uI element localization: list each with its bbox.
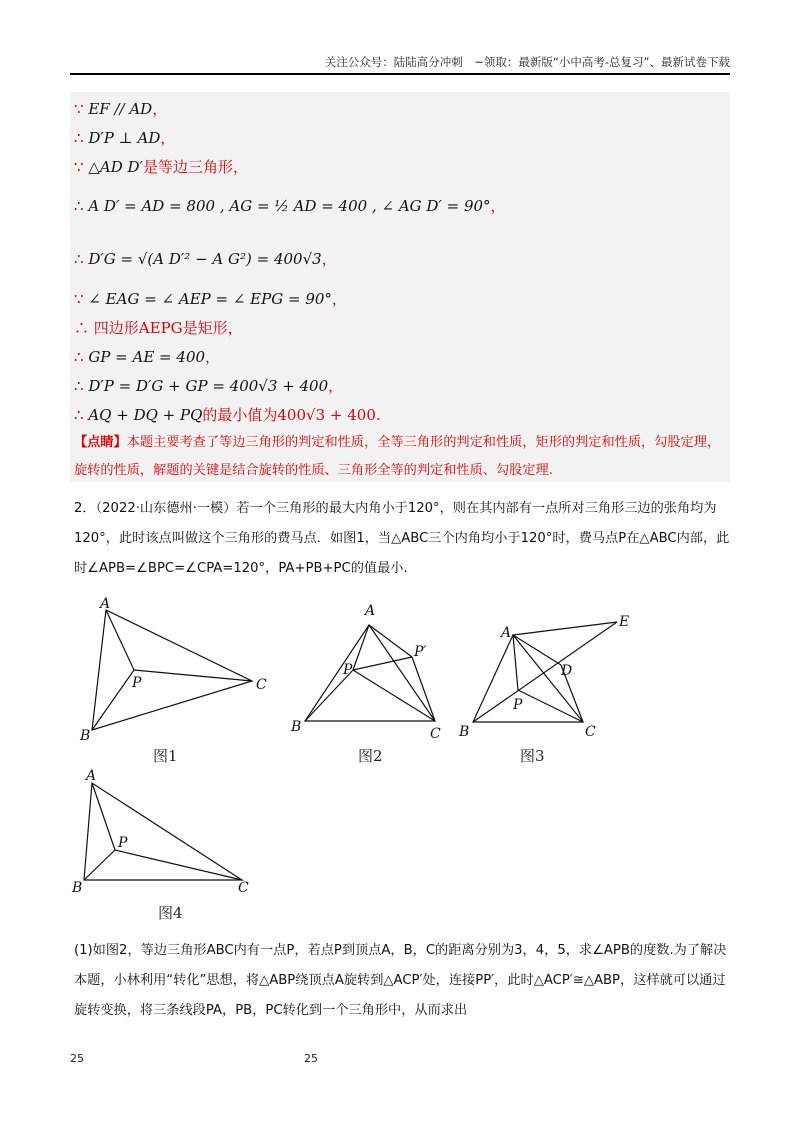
fig3-label-b: B (459, 724, 470, 740)
problem-intro: 2．（2022·山东德州·一模）若一个三角形的最大内角小于120°，则在其内部有一点所对三角形三边的张角均为120°，此时该点叫做这个三角形的费马点．如图1，当△ABC三个内角均小于120°时，费马点P在△ABC内部，此时∠APB=∠BPC=∠CPA=120°，PA+PB+PC的值最小. (74, 501, 730, 576)
solution-line-1: ∵ EF // AD， (74, 100, 168, 118)
solution-line-3: ∵ △AD D′是等边三角形， (74, 158, 248, 176)
fig3-label-c: C (585, 724, 596, 740)
figure-2 (285, 600, 455, 745)
caption-figure-2: 图2 (358, 747, 383, 765)
fig2-triangle (305, 625, 435, 721)
fig4-triangle (84, 783, 242, 880)
fig2-label-a: A (365, 603, 376, 619)
figure-4 (70, 765, 270, 900)
fig2-label-p-prime: P′ (414, 644, 427, 660)
solution-line-8: ∴ GP = AE = 400， (74, 348, 221, 366)
solution-line-10: ∴ AQ + DQ + PQ的最小值为400√3 + 400. (74, 406, 381, 424)
fig3-label-a: A (501, 625, 512, 641)
fig4-label-a: A (86, 768, 97, 784)
fig1-label-a: A (100, 596, 111, 612)
solution-line-4: ∴ A D′ = AD = 800 , AG = ½ AD = 400 , ∠ AG D′ = 90°， (74, 197, 506, 215)
fig1-triangle (92, 610, 252, 730)
solution-line-5: ∴ D′G = √(A D′² − A G²) = 400√3， (74, 250, 337, 268)
fig4-label-p: P (118, 835, 128, 851)
figure-3 (455, 610, 645, 740)
fig1-label-c: C (256, 677, 267, 693)
solution-line-7: ∴ 四边形AEPG是矩形， (74, 319, 243, 337)
footer-page-left: 25 (70, 1052, 84, 1065)
note-tag: 【点睛】 (74, 435, 127, 450)
solution-block (70, 92, 730, 482)
fig1-label-p: P (132, 675, 142, 691)
caption-figure-1: 图1 (153, 747, 178, 765)
page-header: 关注公众号：陆陆高分冲刺 ~领取：最新版“小中高考-总复习”、最新试卷下载 (324, 55, 730, 69)
fig2-label-p: P (343, 662, 353, 678)
note-text: 本题主要考查了等边三角形的判定和性质，全等三角形的判定和性质，矩形的判定和性质，勾股定理，旋转的性质，解题的关键是结合旋转的性质、三角形全等的判定和性质、勾股定理. (74, 435, 721, 478)
solution-line-9: ∴ D′P = D′G + GP = 400√3 + 400， (74, 377, 344, 395)
caption-figure-3: 图3 (520, 747, 545, 765)
fig2-label-c: C (430, 726, 441, 742)
header-rule (70, 73, 730, 75)
fig4-label-c: C (238, 880, 249, 896)
fig3-label-d: D (561, 663, 573, 679)
caption-figure-4: 图4 (158, 904, 183, 922)
solution-line-6: ∵ ∠ EAG = ∠ AEP = ∠ EPG = 90°， (74, 290, 347, 308)
footer-page-center: 25 (304, 1052, 318, 1065)
problem-part-1: (1)如图2，等边三角形ABC内有一点P，若点P到顶点A，B，C的距离分别为3，4，5，求∠APB的度数.为了解决本题，小林利用“转化”思想，将△ABP绕顶点A旋转到△ACP′处，连接PP′，此时△ACP′≅△ABP，这样就可以通过旋转变换，将三条线段PA，PB，PC转化到一个三角形中，从而求出 (74, 943, 727, 1018)
solution-line-2: ∴ D′P ⊥ AD， (74, 129, 176, 147)
figure-1 (70, 595, 290, 745)
fig3-label-p: P (513, 697, 523, 713)
fig4-label-b: B (72, 880, 83, 896)
fig3-label-e: E (619, 614, 630, 630)
key-point-note (74, 429, 726, 485)
fig1-label-b: B (80, 728, 91, 744)
fig2-label-b: B (291, 719, 302, 735)
